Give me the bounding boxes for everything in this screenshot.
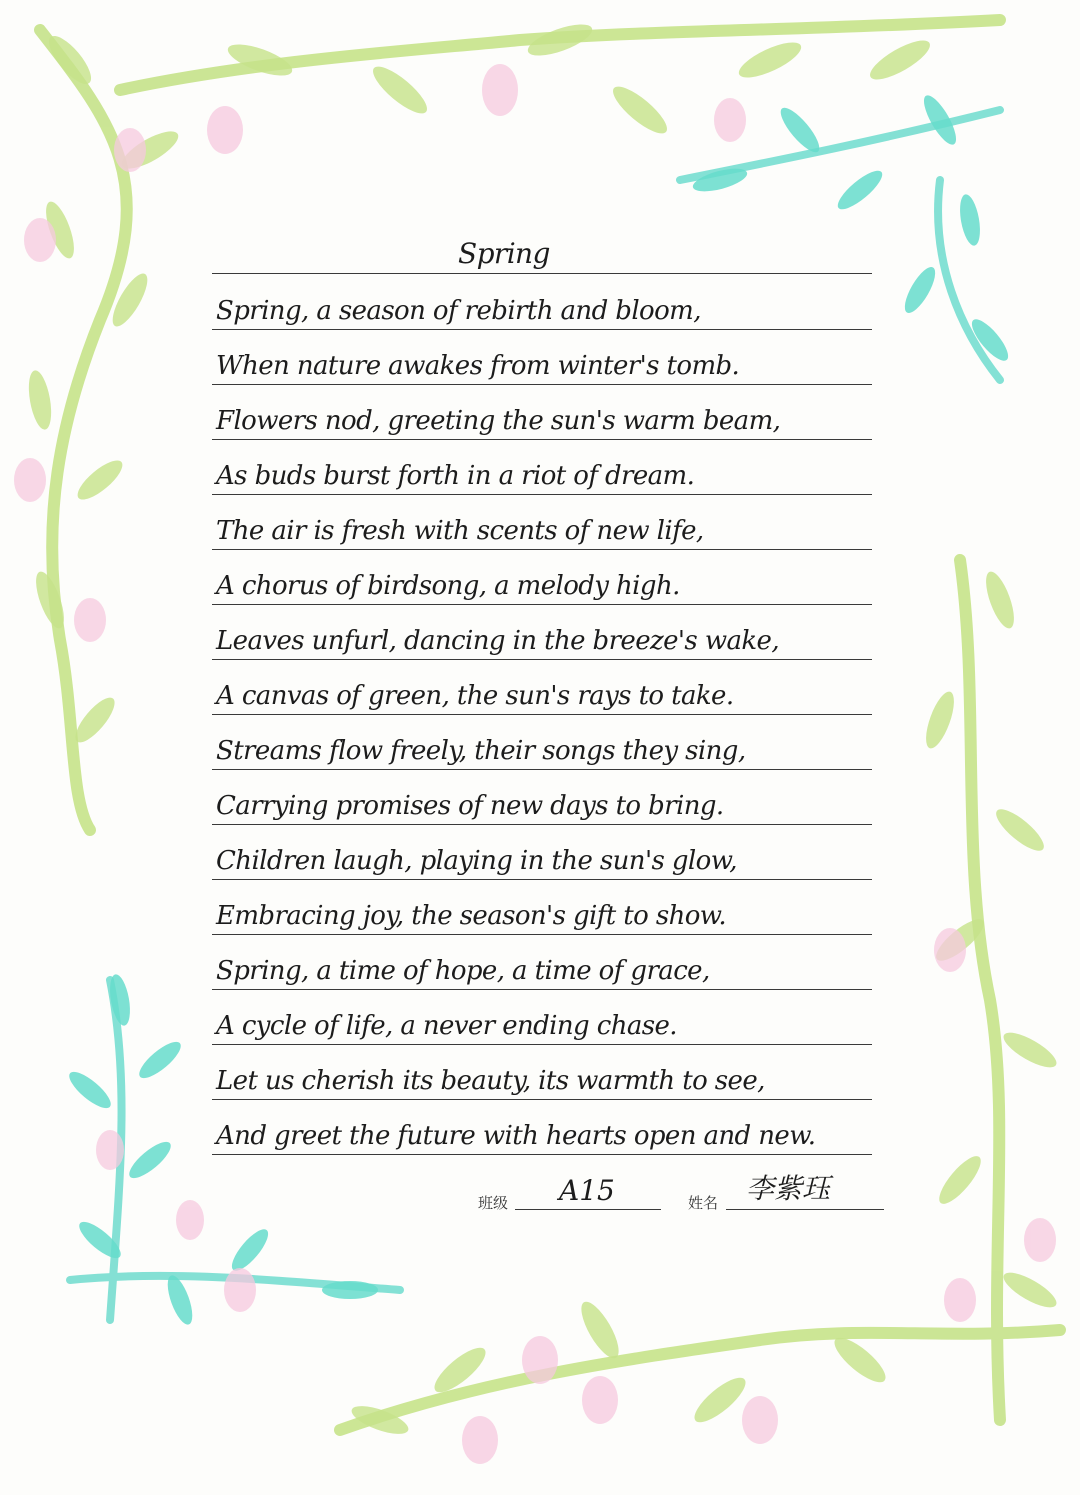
poem-line [212,510,872,550]
poem-line-text: Let us cherish its beauty, its warmth to see, [216,1066,765,1096]
poem-line [212,1060,872,1100]
name-value: 李紫珏 [746,1172,831,1205]
class-field [515,1176,661,1210]
name-label: 姓名 [688,1194,719,1212]
poem-line [212,785,872,825]
poem-line-text: Streams flow freely, their songs they sing, [216,736,746,766]
poem-line-text: And greet the future with hearts open and new. [216,1121,816,1151]
poem-line-text: As buds burst forth in a riot of dream. [216,461,695,491]
poem-title: Spring [458,237,550,270]
poem-line [212,565,872,605]
poem-line-text: A cycle of life, a never ending chase. [216,1011,677,1041]
poem-line-text: A chorus of birdsong, a melody high. [216,571,680,601]
poem-line [212,345,872,385]
poem-line [212,1115,872,1155]
poem-line [212,620,872,660]
class-value: A15 [559,1174,615,1207]
poem-line [212,455,872,495]
name-field [726,1172,884,1210]
class-label: 班级 [478,1194,509,1212]
poem-line-text: Flowers nod, greeting the sun's warm beam, [216,406,781,436]
poem-line [212,730,872,770]
poem-line-text: Children laugh, playing in the sun's glow, [216,846,737,876]
poem-line [212,290,872,330]
poem-line [212,895,872,935]
poem-line-text: A canvas of green, the sun's rays to take. [216,681,734,711]
poem-line-text: When nature awakes from winter's tomb. [216,351,740,381]
poem-line-text: The air is fresh with scents of new life, [216,516,704,546]
poem-line [212,400,872,440]
poem-line-text: Leaves unfurl, dancing in the breeze's wake, [216,626,780,656]
poem-line-text: Spring, a time of hope, a time of grace, [216,956,710,986]
poem-line [212,950,872,990]
poem-line-text: Carrying promises of new days to bring. [216,791,724,821]
poem-line-text: Embracing joy, the season's gift to show. [216,901,727,931]
poem-title-line [212,234,872,274]
poem-line-text: Spring, a season of rebirth and bloom, [216,296,701,326]
poem-line [212,840,872,880]
poem-line [212,1005,872,1045]
poem-line [212,675,872,715]
